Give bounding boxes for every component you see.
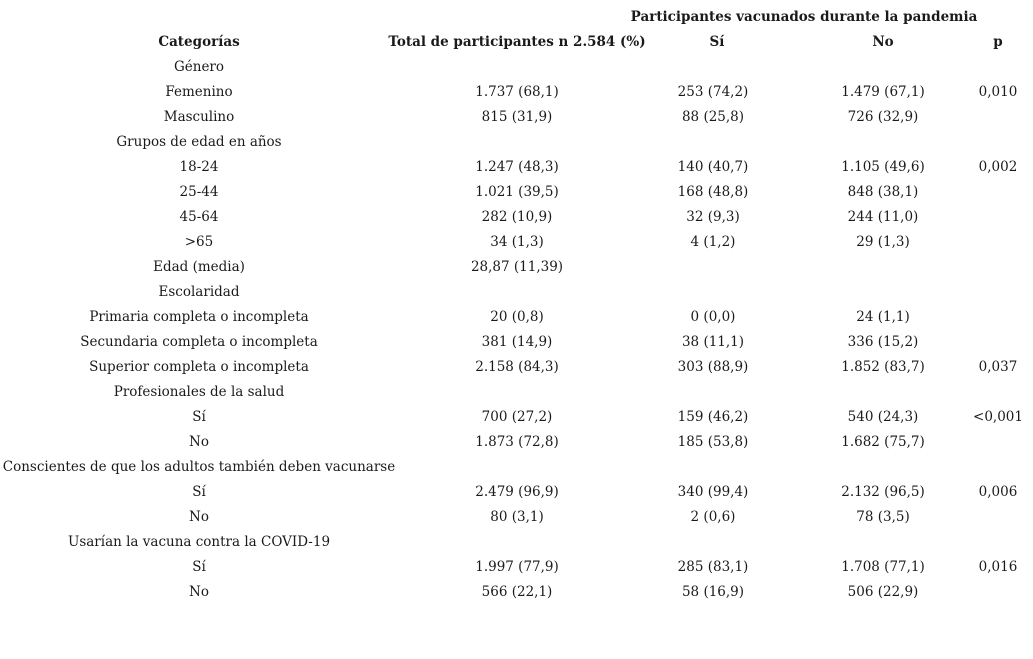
total-cell: 282 (10,9) bbox=[481, 209, 553, 225]
no-cell: 506 (22,9) bbox=[847, 584, 919, 600]
category-cell: 25-44 bbox=[179, 184, 219, 200]
total-cell: 1.021 (39,5) bbox=[475, 184, 559, 200]
no-cell: 1.479 (67,1) bbox=[841, 84, 925, 100]
no-cell: 848 (38,1) bbox=[847, 184, 919, 200]
category-cell: Femenino bbox=[165, 84, 233, 100]
total-cell: 700 (27,2) bbox=[481, 409, 553, 425]
total-cell: 34 (1,3) bbox=[490, 234, 544, 250]
p-cell: 0,016 bbox=[978, 559, 1018, 575]
category-cell: Género bbox=[173, 59, 225, 75]
total-cell: 1.737 (68,1) bbox=[475, 84, 559, 100]
table-row bbox=[0, 508, 1033, 533]
table-row bbox=[0, 183, 1033, 208]
category-cell: No bbox=[189, 509, 209, 525]
total-cell: 566 (22,1) bbox=[481, 584, 553, 600]
table-row bbox=[0, 233, 1033, 258]
category-cell: Sí bbox=[192, 559, 206, 575]
table-row bbox=[0, 283, 1033, 308]
table-row bbox=[0, 458, 1033, 483]
table-row bbox=[0, 333, 1033, 358]
table-row bbox=[0, 133, 1033, 158]
table-row bbox=[0, 383, 1033, 408]
table-row bbox=[0, 558, 1033, 583]
category-cell: Escolaridad bbox=[158, 284, 240, 300]
table-row bbox=[0, 433, 1033, 458]
table-row bbox=[0, 483, 1033, 508]
total-cell: 1.997 (77,9) bbox=[475, 559, 559, 575]
table-row bbox=[0, 583, 1033, 608]
si-cell: 140 (40,7) bbox=[677, 159, 749, 175]
category-cell: Superior completa o incompleta bbox=[89, 359, 309, 375]
category-cell: Usarían la vacuna contra la COVID-19 bbox=[67, 534, 331, 550]
header-p: p bbox=[993, 34, 1003, 50]
si-cell: 340 (99,4) bbox=[677, 484, 749, 500]
total-cell: 1.873 (72,8) bbox=[475, 434, 559, 450]
no-cell: 1.852 (83,7) bbox=[841, 359, 925, 375]
category-cell: Edad (media) bbox=[153, 259, 245, 275]
table-row bbox=[0, 83, 1033, 108]
category-cell: Primaria completa o incompleta bbox=[89, 309, 309, 325]
category-cell: No bbox=[189, 584, 209, 600]
si-cell: 38 (11,1) bbox=[681, 334, 745, 350]
category-cell: Profesionales de la salud bbox=[113, 384, 285, 400]
table-row bbox=[0, 308, 1033, 333]
header-categories: Categorías bbox=[158, 34, 240, 50]
total-cell: 28,87 (11,39) bbox=[470, 259, 564, 275]
header-total: Total de participantes n 2.584 (%) bbox=[388, 34, 646, 50]
no-cell: 29 (1,3) bbox=[856, 234, 910, 250]
table-row bbox=[0, 58, 1033, 83]
table-row bbox=[0, 358, 1033, 383]
no-cell: 540 (24,3) bbox=[847, 409, 919, 425]
no-cell: 2.132 (96,5) bbox=[841, 484, 925, 500]
si-cell: 0 (0,0) bbox=[690, 309, 736, 325]
si-cell: 58 (16,9) bbox=[681, 584, 745, 600]
si-cell: 303 (88,9) bbox=[677, 359, 749, 375]
total-cell: 1.247 (48,3) bbox=[475, 159, 559, 175]
table-row bbox=[0, 208, 1033, 233]
total-cell: 80 (3,1) bbox=[490, 509, 544, 525]
p-cell: <0,001 bbox=[973, 409, 1023, 425]
si-cell: 2 (0,6) bbox=[690, 509, 736, 525]
total-cell: 381 (14,9) bbox=[481, 334, 553, 350]
table-row bbox=[0, 533, 1033, 558]
header-group-vaccinated: Participantes vacunados durante la pandemia bbox=[630, 9, 978, 25]
category-cell: No bbox=[189, 434, 209, 450]
si-cell: 88 (25,8) bbox=[681, 109, 745, 125]
si-cell: 285 (83,1) bbox=[677, 559, 749, 575]
category-cell: >65 bbox=[184, 234, 214, 250]
p-cell: 0,037 bbox=[978, 359, 1018, 375]
p-cell: 0,002 bbox=[978, 159, 1018, 175]
category-cell: Conscientes de que los adultos también deben vacunarse bbox=[2, 459, 396, 475]
p-cell: 0,010 bbox=[978, 84, 1018, 100]
header-no: No bbox=[872, 34, 894, 50]
si-cell: 32 (9,3) bbox=[686, 209, 740, 225]
total-cell: 20 (0,8) bbox=[490, 309, 544, 325]
no-cell: 1.708 (77,1) bbox=[841, 559, 925, 575]
category-cell: Sí bbox=[192, 484, 206, 500]
header-si: Sí bbox=[709, 34, 725, 50]
si-cell: 168 (48,8) bbox=[677, 184, 749, 200]
total-cell: 2.479 (96,9) bbox=[475, 484, 559, 500]
no-cell: 726 (32,9) bbox=[847, 109, 919, 125]
category-cell: Sí bbox=[192, 409, 206, 425]
category-cell: 18-24 bbox=[179, 159, 219, 175]
table-row bbox=[0, 158, 1033, 183]
no-cell: 336 (15,2) bbox=[847, 334, 919, 350]
si-cell: 4 (1,2) bbox=[690, 234, 736, 250]
category-cell: Secundaria completa o incompleta bbox=[80, 334, 318, 350]
no-cell: 24 (1,1) bbox=[856, 309, 910, 325]
total-cell: 2.158 (84,3) bbox=[475, 359, 559, 375]
si-cell: 185 (53,8) bbox=[677, 434, 749, 450]
category-cell: Masculino bbox=[163, 109, 235, 125]
p-cell: 0,006 bbox=[978, 484, 1018, 500]
table-row bbox=[0, 258, 1033, 283]
table-row bbox=[0, 108, 1033, 133]
no-cell: 1.682 (75,7) bbox=[841, 434, 925, 450]
no-cell: 78 (3,5) bbox=[856, 509, 910, 525]
category-cell: Grupos de edad en años bbox=[116, 134, 282, 150]
si-cell: 159 (46,2) bbox=[677, 409, 749, 425]
no-cell: 244 (11,0) bbox=[847, 209, 919, 225]
category-cell: 45-64 bbox=[179, 209, 219, 225]
total-cell: 815 (31,9) bbox=[481, 109, 553, 125]
si-cell: 253 (74,2) bbox=[677, 84, 749, 100]
no-cell: 1.105 (49,6) bbox=[841, 159, 925, 175]
table-row bbox=[0, 408, 1033, 433]
